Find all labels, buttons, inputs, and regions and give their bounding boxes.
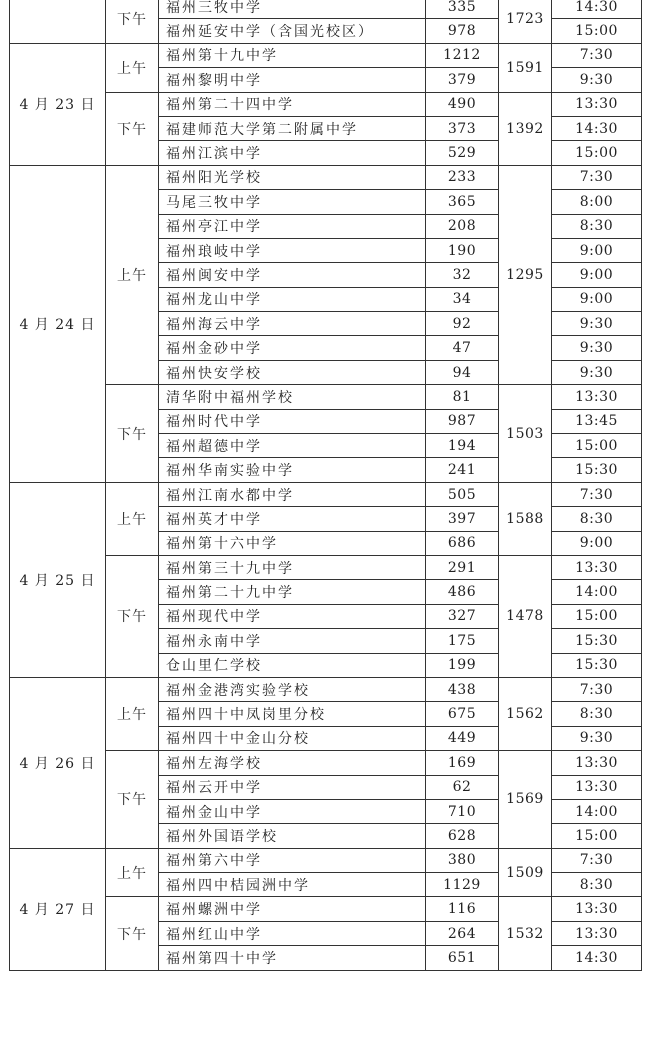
student-count-cell: 190 [426,238,499,262]
student-count-cell: 116 [426,897,499,921]
period-total-cell: 1478 [499,555,552,677]
school-name-cell: 福州四十中凤岗里分校 [159,702,426,726]
school-name-cell: 福州三牧中学 [159,0,426,19]
school-name-cell: 福州现代中学 [159,604,426,628]
time-cell: 14:00 [552,580,642,604]
time-cell: 15:00 [552,19,642,43]
period-cell: 下午 [106,385,159,483]
date-cell: 4 月 23 日 [10,43,106,165]
time-cell: 13:30 [552,897,642,921]
time-cell: 9:30 [552,360,642,384]
period-total-cell: 1509 [499,848,552,897]
time-cell: 15:00 [552,434,642,458]
time-cell: 15:30 [552,458,642,482]
student-count-cell: 1129 [426,873,499,897]
time-cell: 14:30 [552,116,642,140]
student-count-cell: 264 [426,921,499,945]
student-count-cell: 92 [426,312,499,336]
table-row [10,482,642,506]
student-count-cell: 397 [426,507,499,531]
period-total-cell: 1591 [499,43,552,92]
time-cell: 9:00 [552,531,642,555]
time-cell: 7:30 [552,848,642,872]
school-name-cell: 福州第三十九中学 [159,555,426,579]
school-name-cell: 福州黎明中学 [159,68,426,92]
student-count-cell: 175 [426,629,499,653]
school-name-cell: 福州螺洲中学 [159,897,426,921]
time-cell: 7:30 [552,43,642,67]
date-cell: 4 月 24 日 [10,165,106,482]
school-name-cell: 福州第二十四中学 [159,92,426,116]
student-count-cell: 490 [426,92,499,116]
time-cell: 9:00 [552,238,642,262]
time-cell: 13:30 [552,921,642,945]
school-name-cell: 福州华南实验中学 [159,458,426,482]
school-name-cell: 福州龙山中学 [159,287,426,311]
student-count-cell: 335 [426,0,499,19]
student-count-cell: 81 [426,385,499,409]
school-name-cell: 福州江南水都中学 [159,482,426,506]
time-cell: 15:00 [552,141,642,165]
period-total-cell: 1588 [499,482,552,555]
period-total-cell: 1392 [499,92,552,165]
school-name-cell: 福州四中桔园洲中学 [159,873,426,897]
school-name-cell: 马尾三牧中学 [159,190,426,214]
school-name-cell: 福州外国语学校 [159,824,426,848]
student-count-cell: 241 [426,458,499,482]
period-cell: 上午 [106,848,159,897]
time-cell: 7:30 [552,482,642,506]
school-name-cell: 福州闽安中学 [159,263,426,287]
school-name-cell: 福州金砂中学 [159,336,426,360]
time-cell: 14:00 [552,799,642,823]
period-cell: 上午 [106,165,159,385]
table-row [10,165,642,189]
time-cell: 8:30 [552,702,642,726]
student-count-cell: 978 [426,19,499,43]
period-total-cell: 1569 [499,751,552,849]
time-cell: 13:30 [552,775,642,799]
school-name-cell: 福州第四十中学 [159,946,426,970]
date-cell: 4 月 25 日 [10,482,106,677]
student-count-cell: 651 [426,946,499,970]
school-name-cell: 福州金港湾实验学校 [159,677,426,701]
time-cell: 13:30 [552,555,642,579]
school-name-cell: 清华附中福州学校 [159,385,426,409]
student-count-cell: 373 [426,116,499,140]
period-cell: 上午 [106,677,159,750]
table-row [10,677,642,701]
school-name-cell: 福州金山中学 [159,799,426,823]
schedule-table [9,0,642,971]
student-count-cell: 710 [426,799,499,823]
school-name-cell: 福州第十六中学 [159,531,426,555]
school-name-cell: 福州左海学校 [159,751,426,775]
school-name-cell: 福州红山中学 [159,921,426,945]
school-name-cell: 福州永南中学 [159,629,426,653]
time-cell: 8:30 [552,507,642,531]
period-cell: 下午 [106,751,159,849]
time-cell: 9:30 [552,336,642,360]
student-count-cell: 529 [426,141,499,165]
student-count-cell: 505 [426,482,499,506]
table-row [10,0,642,19]
student-count-cell: 32 [426,263,499,287]
time-cell: 7:30 [552,677,642,701]
student-count-cell: 34 [426,287,499,311]
student-count-cell: 1212 [426,43,499,67]
time-cell: 7:30 [552,165,642,189]
time-cell: 14:30 [552,946,642,970]
student-count-cell: 486 [426,580,499,604]
student-count-cell: 449 [426,726,499,750]
school-name-cell: 福州海云中学 [159,312,426,336]
school-name-cell: 福州亭江中学 [159,214,426,238]
period-cell: 上午 [106,482,159,555]
student-count-cell: 208 [426,214,499,238]
student-count-cell: 291 [426,555,499,579]
school-name-cell: 福州四十中金山分校 [159,726,426,750]
period-total-cell: 1295 [499,165,552,385]
period-cell: 下午 [106,555,159,677]
time-cell: 9:30 [552,68,642,92]
period-cell: 下午 [106,0,159,43]
school-name-cell: 福州快安学校 [159,360,426,384]
time-cell: 13:45 [552,409,642,433]
time-cell: 14:30 [552,0,642,19]
time-cell: 8:30 [552,214,642,238]
student-count-cell: 194 [426,434,499,458]
period-cell: 下午 [106,897,159,970]
schedule-body [10,0,642,970]
period-total-cell: 1532 [499,897,552,970]
period-cell: 下午 [106,92,159,165]
time-cell: 9:00 [552,287,642,311]
time-cell: 13:30 [552,751,642,775]
time-cell: 8:30 [552,873,642,897]
school-name-cell: 福州阳光学校 [159,165,426,189]
school-name-cell: 福州琅岐中学 [159,238,426,262]
school-name-cell: 福州第十九中学 [159,43,426,67]
student-count-cell: 62 [426,775,499,799]
school-name-cell: 福州英才中学 [159,507,426,531]
school-name-cell: 福州延安中学（含国光校区） [159,19,426,43]
school-name-cell: 福州云开中学 [159,775,426,799]
student-count-cell: 47 [426,336,499,360]
time-cell: 15:30 [552,629,642,653]
student-count-cell: 327 [426,604,499,628]
time-cell: 15:30 [552,653,642,677]
date-cell: 4 月 26 日 [10,677,106,848]
time-cell: 9:30 [552,312,642,336]
time-cell: 8:00 [552,190,642,214]
time-cell: 9:30 [552,726,642,750]
student-count-cell: 438 [426,677,499,701]
student-count-cell: 365 [426,190,499,214]
date-cell [10,0,106,43]
student-count-cell: 233 [426,165,499,189]
student-count-cell: 628 [426,824,499,848]
period-total-cell: 1562 [499,677,552,750]
time-cell: 13:30 [552,92,642,116]
period-total-cell: 1723 [499,0,552,43]
student-count-cell: 94 [426,360,499,384]
date-cell: 4 月 27 日 [10,848,106,970]
school-name-cell: 福州第二十九中学 [159,580,426,604]
period-cell: 上午 [106,43,159,92]
student-count-cell: 987 [426,409,499,433]
table-row [10,848,642,872]
student-count-cell: 379 [426,68,499,92]
table-row [10,43,642,67]
school-name-cell: 福州超德中学 [159,434,426,458]
school-name-cell: 福州第六中学 [159,848,426,872]
school-name-cell: 福州时代中学 [159,409,426,433]
time-cell: 15:00 [552,824,642,848]
time-cell: 15:00 [552,604,642,628]
school-name-cell: 福州江滨中学 [159,141,426,165]
student-count-cell: 199 [426,653,499,677]
school-name-cell: 福建师范大学第二附属中学 [159,116,426,140]
time-cell: 13:30 [552,385,642,409]
student-count-cell: 686 [426,531,499,555]
time-cell: 9:00 [552,263,642,287]
period-total-cell: 1503 [499,385,552,483]
student-count-cell: 675 [426,702,499,726]
school-name-cell: 仓山里仁学校 [159,653,426,677]
student-count-cell: 169 [426,751,499,775]
student-count-cell: 380 [426,848,499,872]
